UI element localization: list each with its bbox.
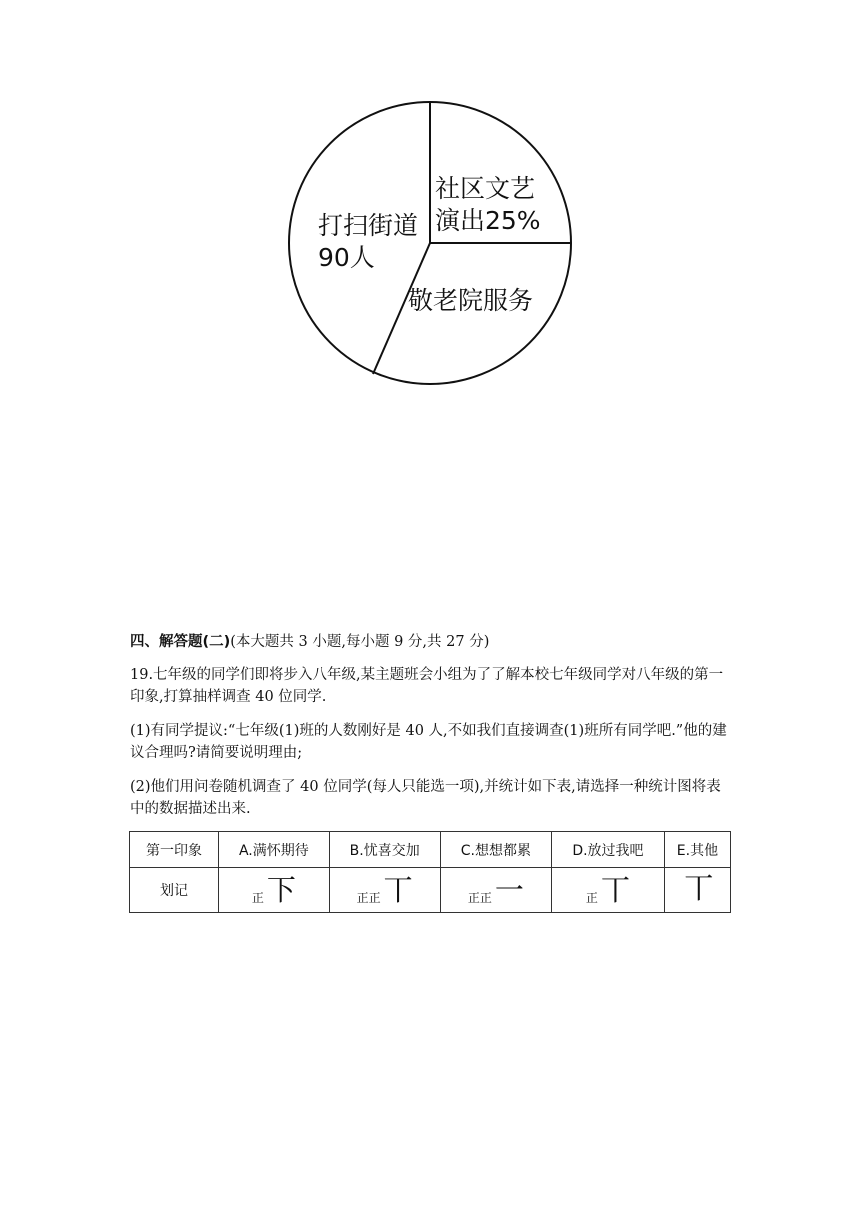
tally-text: 正 bbox=[251, 890, 264, 905]
question-part-2: (2)他们用问卷随机调查了 40 位同学(每人只能选一项),并统计如下表,请选择一种统计图将表中的数据描述出来. bbox=[130, 779, 721, 817]
tally-mark: 丅 bbox=[383, 872, 413, 907]
section-title-note: (本大题共 3 小题,每小题 9 分,共 27 分) bbox=[230, 634, 490, 650]
tally-mark: 丅 bbox=[684, 871, 714, 905]
table-header-cell: C.想想都累 bbox=[440, 832, 551, 868]
question-part-1: (1)有同学提议:“七年级(1)班的人数刚好是 40 人,不如我们直接调查(1)班所有同学吧.”他的建议合理吗?请简要说明理由; bbox=[130, 723, 727, 761]
tally-mark: 丅 bbox=[600, 872, 630, 907]
table-row-label: 划记 bbox=[130, 868, 219, 913]
tally-table bbox=[129, 831, 731, 913]
table-header-cell: E.其他 bbox=[664, 832, 730, 868]
slice-label-community-show bbox=[435, 173, 541, 237]
tally-cell-d bbox=[552, 868, 665, 913]
table-header-cell: B.忧喜交加 bbox=[329, 832, 440, 868]
tally-text: 正正 bbox=[467, 890, 492, 905]
table-row bbox=[130, 868, 731, 913]
tally-mark: 一 bbox=[494, 872, 524, 907]
table-header-row bbox=[130, 832, 731, 868]
tally-cell-a bbox=[219, 868, 330, 913]
slice-label-line: 打扫街道 bbox=[318, 211, 419, 240]
tally-text: 正 bbox=[585, 890, 598, 905]
slice-label-line: 社区文艺 bbox=[435, 174, 536, 203]
table-header-cell: 第一印象 bbox=[130, 832, 219, 868]
table-header-cell: A.满怀期待 bbox=[219, 832, 330, 868]
question-stem: 19.七年级的同学们即将步入八年级,某主题班会小组为了了解本校七年级同学对八年级的第一印象,打算抽样调查 40 位同学. bbox=[130, 667, 724, 705]
slice-label-elderly-service bbox=[408, 285, 533, 317]
tally-cell-b bbox=[329, 868, 440, 913]
section-title-bold: 四、解答题(二) bbox=[130, 634, 231, 650]
slice-label-line: 敬老院服务 bbox=[408, 286, 534, 315]
slice-label-street-cleaning bbox=[318, 210, 418, 274]
tally-mark: 下 bbox=[266, 872, 296, 907]
slice-label-line: 演出25% bbox=[435, 206, 541, 235]
slice-label-line: 90人 bbox=[318, 243, 375, 272]
tally-text: 正正 bbox=[356, 890, 381, 905]
table-header-cell: D.放过我吧 bbox=[552, 832, 665, 868]
tally-cell-c bbox=[440, 868, 551, 913]
section-title bbox=[130, 630, 489, 651]
tally-cell-e bbox=[664, 868, 730, 913]
pie-figure bbox=[280, 95, 590, 395]
